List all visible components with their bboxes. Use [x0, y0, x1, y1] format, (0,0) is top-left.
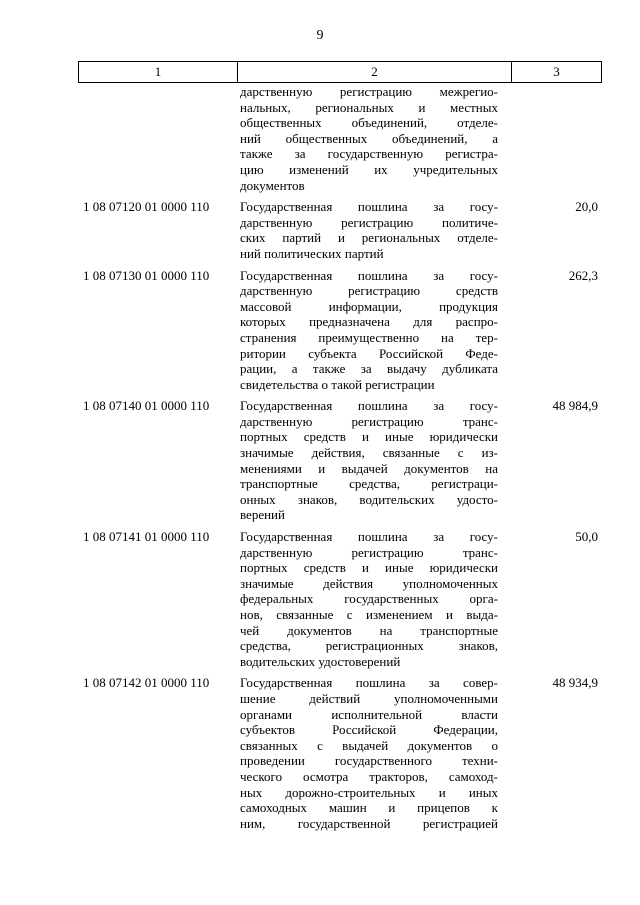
description-line: транспортные средства, регистраци-	[240, 476, 498, 492]
description-line: водительских удостоверений	[240, 653, 401, 669]
description-line: ним, государственной регистрацией	[240, 815, 498, 831]
description-line: нальных, региональных и местных	[240, 99, 498, 115]
row-description	[240, 529, 498, 669]
description-line: средства, регистрационных знаков,	[240, 638, 498, 654]
description-line: дарственную регистрацию межрегио-	[240, 84, 498, 99]
description-line: портных средств и иные юридически	[240, 560, 498, 576]
header-col-2: 2	[238, 62, 512, 82]
description-line: свидетельства о такой регистрации	[240, 376, 435, 392]
table-row	[78, 268, 602, 393]
header-col-1: 1	[79, 62, 238, 82]
description-line: верений	[240, 507, 285, 523]
description-line: рации, а также за выдачу дубликата	[240, 361, 498, 377]
description-line: общественных объединений, отделе-	[240, 115, 498, 131]
row-description	[240, 675, 498, 831]
description-line: ний общественных объединений, а	[240, 130, 498, 146]
table-row	[78, 529, 602, 669]
description-line: субъектов Российской Федерации,	[240, 722, 498, 738]
row-amount: 50,0	[575, 529, 598, 545]
description-line: шение действий уполномоченными	[240, 690, 498, 706]
description-line: ских партий и региональных отделе-	[240, 230, 498, 246]
row-description	[240, 199, 498, 261]
description-line: ний политических партий	[240, 245, 384, 261]
row-code: 1 08 07141 01 0000 110	[83, 529, 210, 545]
description-line: странения преимущественно на тер-	[240, 329, 498, 345]
row-code: 1 08 07140 01 0000 110	[83, 398, 210, 414]
description-line: дарственную регистрацию политиче-	[240, 214, 498, 230]
description-line: цию изменений их учредительных	[240, 161, 498, 177]
row-code: 1 08 07120 01 0000 110	[83, 199, 210, 215]
table-header	[78, 61, 602, 83]
description-line: Государственная пошлина за госу-	[240, 529, 498, 545]
description-line: ритории субъекта Российской Феде-	[240, 345, 498, 361]
row-code: 1 08 07130 01 0000 110	[83, 267, 210, 283]
table-row	[78, 199, 602, 261]
description-line: дарственную регистрацию транс-	[240, 413, 498, 429]
page-number: 9	[316, 28, 324, 43]
description-line: нов, связанные с изменением и выда-	[240, 607, 498, 622]
row-amount: 48 934,9	[552, 675, 598, 691]
description-line: значимые действия, связанные с из-	[240, 445, 498, 461]
description-line: которых предназначена для распро-	[240, 314, 498, 330]
description-line: портных средств и иные юридически	[240, 429, 498, 445]
budget-table	[78, 61, 602, 831]
row-amount: 20,0	[575, 199, 598, 215]
description-line: Государственная пошлина за госу-	[240, 267, 498, 283]
description-line: дарственную регистрацию транс-	[240, 544, 498, 560]
row-description	[240, 84, 498, 193]
description-line: Государственная пошлина за госу-	[240, 199, 498, 215]
description-line: ных дорожно-строительных и иных	[240, 784, 498, 800]
table-row-continuation	[78, 84, 602, 193]
description-line: менениями и выдачей документов на	[240, 460, 498, 476]
description-line: онных знаков, водительских удосто-	[240, 491, 498, 507]
description-line: дарственную регистрацию средств	[240, 283, 498, 299]
description-line: Государственная пошлина за совер-	[240, 675, 498, 691]
header-col-3: 3	[553, 64, 560, 79]
table-row	[78, 398, 602, 523]
description-line: массовой информации, продукция	[240, 298, 498, 314]
description-line: связанных с выдачей документов о	[240, 737, 498, 753]
description-line: самоходных машин и прицепов к	[240, 800, 498, 816]
description-line: проведении государственного техни-	[240, 753, 498, 769]
row-code: 1 08 07142 01 0000 110	[83, 675, 210, 691]
description-line: чей документов на транспортные	[240, 622, 498, 638]
description-line: органами исполнительной власти	[240, 706, 498, 722]
row-amount: 262,3	[568, 267, 598, 283]
row-description	[240, 268, 498, 393]
description-line: федеральных государственных орга-	[240, 591, 498, 607]
description-line: Государственная пошлина за госу-	[240, 398, 498, 414]
description-line: также за государственную регистра-	[240, 146, 498, 162]
row-amount: 48 984,9	[552, 398, 598, 414]
table-row	[78, 675, 602, 831]
description-line: значимые действия уполномоченных	[240, 575, 498, 591]
description-line: документов	[240, 177, 305, 193]
row-description	[240, 398, 498, 523]
description-line: ческого осмотра тракторов, самоход-	[240, 768, 498, 784]
